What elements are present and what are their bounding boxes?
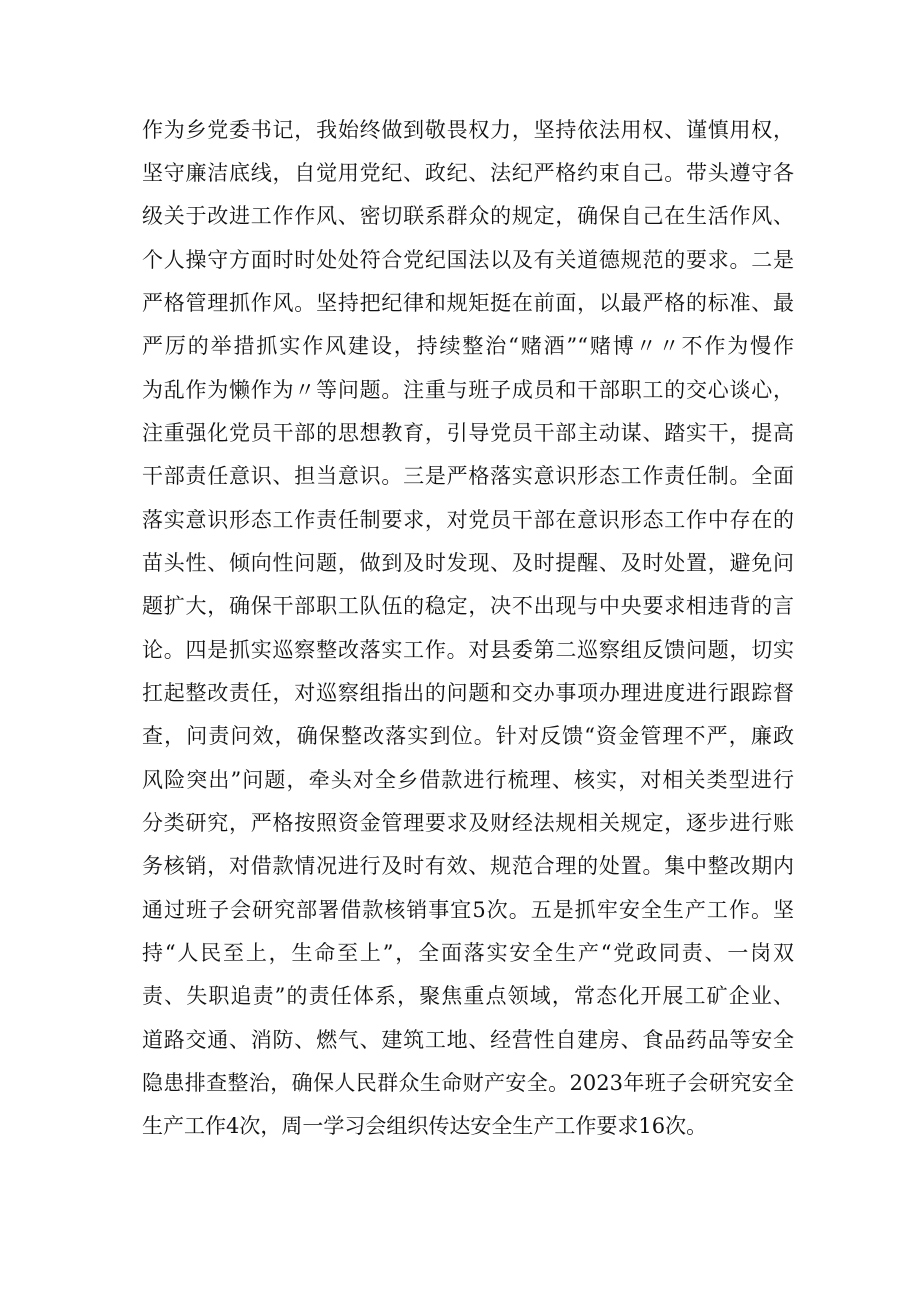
body-text-line: 坚守廉洁底线，自觉用党纪、政纪、法纪严格约束自己。带头遵守各: [142, 161, 794, 185]
body-text-line: 严厉的举措抓实作风建设，持续整治“赌酒”“赌博〃〃不作为慢作: [142, 334, 794, 358]
body-text-line: 注重强化党员干部的思想教育，引导党员干部主动谋、踏实干，提高: [142, 421, 794, 445]
body-text-line: 扛起整改责任，对巡察组指出的问题和交办事项办理进度进行跟踪督: [142, 681, 794, 705]
body-text-line: 生产工作4次，周一学习会组织传达安全生产工作要求16次。: [142, 1114, 708, 1138]
body-text-line: 通过班子会研究部署借款核销事宜5次。五是抓牢安全生产工作。坚: [142, 898, 794, 922]
body-text-line: 责、失职追责”的责任体系，聚焦重点领域，常态化开展工矿企业、: [142, 984, 794, 1008]
body-text-line: 作为乡党委书记，我始终做到敬畏权力，坚持依法用权、谨慎用权，: [142, 118, 794, 142]
body-text-line: 持“人民至上，生命至上”，全面落实安全生产“党政同责、一岗双: [142, 941, 794, 965]
body-text-line: 为乱作为懒作为〃等问题。注重与班子成员和干部职工的交心谈心，: [142, 378, 794, 402]
body-text-line: 个人操守方面时时处处符合党纪国法以及有关道德规范的要求。二是: [142, 248, 794, 272]
body-text-line: 务核销，对借款情况进行及时有效、规范合理的处置。集中整改期内: [142, 854, 794, 878]
body-text-line: 隐患排查整治，确保人民群众生命财产安全。2023年班子会研究安全: [142, 1071, 794, 1095]
body-text-line: 道路交通、消防、燃气、建筑工地、经营性自建房、食品药品等安全: [142, 1028, 794, 1052]
body-text-line: 查，问责问效，确保整改落实到位。针对反馈“资金管理不严，廉政: [142, 724, 794, 748]
body-text-line: 严格管理抓作风。坚持把纪律和规矩挺在前面，以最严格的标准、最: [142, 291, 794, 315]
body-text-line: 论。四是抓实巡察整改落实工作。对县委第二巡察组反馈问题，切实: [142, 638, 794, 662]
body-text-line: 风险突出”问题，牵头对全乡借款进行梳理、核实，对相关类型进行: [142, 768, 794, 792]
body-text-line: 级关于改进工作作风、密切联系群众的规定，确保自己在生活作风、: [142, 204, 794, 228]
body-text-line: 干部责任意识、担当意识。三是严格落实意识形态工作责任制。全面: [142, 464, 794, 488]
body-text-line: 落实意识形态工作责任制要求，对党员干部在意识形态工作中存在的: [142, 508, 794, 532]
body-text-line: 苗头性、倾向性问题，做到及时发现、及时提醒、及时处置，避免问: [142, 551, 794, 575]
body-text-line: 分类研究，严格按照资金管理要求及财经法规相关规定，逐步进行账: [142, 811, 794, 835]
body-text-line: 题扩大，确保干部职工队伍的稳定，决不出现与中央要求相违背的言: [142, 594, 794, 618]
